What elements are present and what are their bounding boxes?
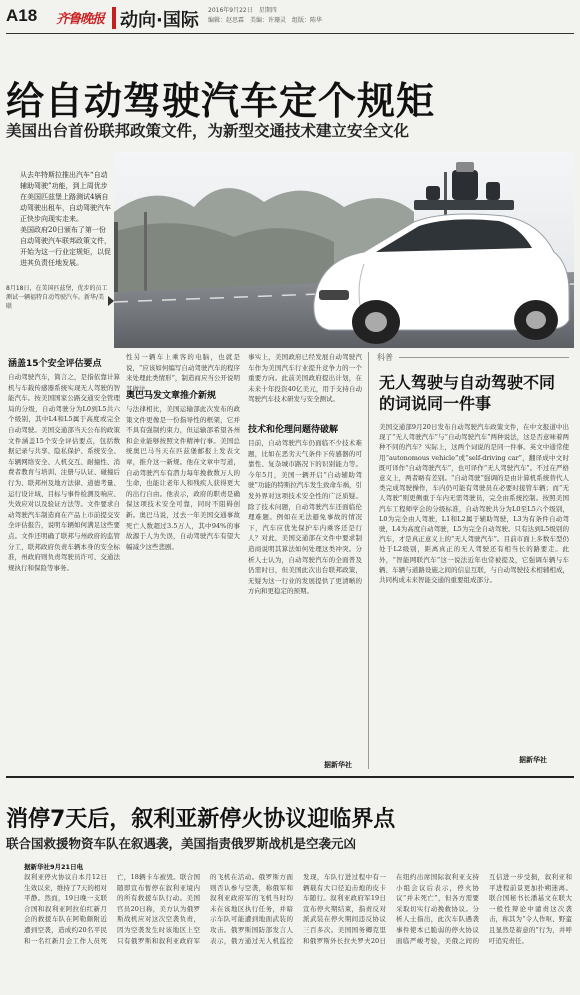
main-subheadline: 美国出台首份联邦政策文件，为新型交通技术建立安全文化	[6, 122, 410, 140]
edition-editors: 编辑：赵思霖 美编：许珊灵 组版：陈华	[208, 17, 323, 24]
kepu-sidebar	[368, 352, 572, 769]
lead-paragraph	[20, 170, 112, 269]
kepu-tag: 科普	[377, 353, 393, 362]
col3-subheading: 技术和伦理问题待破解	[248, 425, 339, 435]
page-number: A18	[6, 6, 38, 25]
main-headline: 给自动驾驶汽车定个规矩	[6, 79, 436, 123]
photo-caption: 8月18日，在美国匹兹堡，优步的员工测试一辆福特自动驾驶汽车。新华/美联	[6, 285, 108, 310]
self-driving-car-photo	[114, 152, 574, 348]
story1-credit: 据新华社	[324, 761, 352, 769]
col3-body-a: 事实上，美国政府已经发展自动驾驶汽车作为美国汽车行业提升竞争力的一个重要方向。此前美国政府提出计划，在未来十年投资40亿美元，用于支持自动驾驶汽车技术研发与安全测试。	[248, 353, 362, 404]
edition-meta	[208, 6, 322, 26]
lead-paragraph-2: 美国政府20日颁布了第一份自动驾驶汽车联邦政策文件，开始为这一行业定规矩，以促进其负责任地发展。	[20, 226, 111, 267]
kepu-title: 无人驾驶与自动驾驶不同的词说同一件事	[379, 373, 556, 413]
col2-subheading: 奥巴马发文章推介新规	[126, 391, 217, 401]
page-header	[6, 4, 574, 34]
caption-pointer-icon	[108, 296, 114, 306]
section-marker	[112, 7, 116, 29]
car-illustration	[114, 152, 574, 348]
col2-body-a: 性另一辆车上乘客的电脑，也就是说，“应该如何编写自动驾驶汽车的程序来处理此类情形”，制造商应当公开说明其做法。	[126, 353, 240, 393]
kepu-credit: 据新华社	[519, 756, 547, 764]
story2-body: 叙利亚停火协议自本月12日生效以来，维持了7天的相对平静。然而，19日晚一支联合国和叙利亚阿拉伯红新月会的救援车队在阿勒颇附近遭到空袭，造成约20名平民和一名红新月会工作人员死亡，18辆卡车被毁。联合国随即宣布暂停在叙利亚境内的所有救援车队行动。美国官员20日称，美方认为俄罗斯战机应对这次空袭负责，因为空袭发生时该地区上空只有俄罗斯和叙利亚政府军的飞机在活动。俄罗斯方面则否认参与空袭，称俄军和叙利亚政府军的飞机当时均未在该地区执行任务，并暗示车队可能遭到地面武装的攻击。俄罗斯国防部发言人表示，俄方通过无人机监控发现，车队行进过程中有一辆载有大口径迫击炮的皮卡车随行。叙利亚政府军19日宣布停火期结束，指责反对派武装在停火期间违反协议三百多次。美国国务卿克里和俄罗斯外长拉夫罗夫20日在纽约出席国际叙利亚支持小组会议后表示，停火协议“并未死亡”，但各方需要采取切实行动挽救协议。分析人士指出，此次车队遇袭事件使本已脆弱的停火协议面临严峻考验，美俄之间的互信进一步受损，叙利亚和平进程前景更加扑朔迷离。联合国秘书长潘基文在联大一般性辩论中谴责这次袭击，称其为“令人作呕、野蛮且显然是蓄意的”行为，并呼吁追究责任。	[24, 873, 572, 945]
kepu-body: 美国交通部9月20日发布自动驾驶汽车政策文件，在中文报道中出现了“无人驾驶汽车”与“自动驾驶汽车”两种说法，这是否意味着两种不同的汽车？实际上，这两个词说的是同一件事。英文中通常使用“autonomous vehicle”或“self-driving car”，翻译成中文时既可译作“自动驾驶汽车”，也可译作“无人驾驶汽车”。不过在严格意义上，两者略有差别。“自动驾驶”强调的是由计算机系统替代人类完成驾驶操作，车内仍可能有驾驶员在必要时接管车辆；而“无人驾驶”则更侧重于车内无需驾驶员，完全由系统控制。按照美国汽车工程师学会的分级标准，自动驾驶共分为L0至L5六个级别，L0为完全由人驾驶，L1和L2属于辅助驾驶，L3为有条件自动驾驶，L4为高度自动驾驶，L5为完全自动驾驶。只有达到L5级别的汽车，才是真正意义上的“无人驾驶汽车”。目前市面上多数车型仍处于L2级别，距离真正的无人驾驶还有相当长的路要走。此外，“智能网联汽车”这一说法近年也常被提及，它强调车辆与车辆、车辆与道路设施之间的信息互联，与自动驾驶技术相辅相成，共同构成未来智能交通的重要组成部分。	[379, 423, 569, 585]
lead-paragraph-1: 从去年特斯拉推出汽车“自动辅助驾驶”功能，到上周优步在美国匹兹堡上路测试4辆自动驾驶出租车，自动驾驶汽车正快步向现实走来。	[20, 171, 111, 223]
kepu-rule	[399, 357, 569, 358]
newspaper-logo: 齐鲁晚报	[56, 12, 105, 27]
col1-subheading: 涵盖15个安全评估要点	[8, 359, 102, 369]
story2-dateline: 据新华社9月21日电	[24, 863, 84, 871]
col2-body-b: 与法律相比，美国运输部此次发布的政策文件更像是一份指导性的框架，它并不具有强制约束力，但运输部希望各州和企业能够按照文件精神行事。美国总统奥巴马当天在匹兹堡邮报上发表文章，推介这一新规。他在文章中写道，自动驾驶汽车有潜力每年挽救数万人的生命，也能让老年人和残疾人获得更大的出行自由。他表示，政府的职责是确保这项技术安全可靠，同时不阻碍创新。奥巴马说，过去一年美国交通事故死亡人数超过3.5万人，其中94%的事故源于人为失误，自动驾驶汽车有望大幅减少这些悲剧。	[126, 405, 240, 551]
second-subheadline: 联合国救援物资车队在叙遇袭，美国指责俄罗斯战机是空袭元凶	[6, 836, 357, 851]
edition-date: 2016年9月22日 星期四	[208, 7, 277, 14]
second-headline: 消停7天后，叙利亚新停火协议迎临界点	[6, 807, 396, 832]
section-title: 动向·国际	[120, 10, 199, 31]
story-divider	[6, 776, 574, 778]
col1-body: 自动驾驶汽车，简言之，是指依靠计算机与车载传感器系统实现无人驾驶的智能汽车。按美国国家公路交通安全管理局的分级，自动驾驶分为L0到L5共六个级别，其中L4和L5属于高度或完全自动驾驶。美国交通部当天公布的政策文件涵盖15个安全评估要点，包括数据记录与共享、隐私保护、系统安全、车辆网络安全、人机交互、耐撞性、消费者教育与培训、注册与认证、碰撞后行为、联邦州及地方法律、道德考量、运行设计域、目标与事件检测及响应、失效应对以及验证方法等。文件要求自动驾驶汽车制造商在产品上市前提交安全评估报告，说明车辆如何满足这些要点。文件还明确了联邦与州政府的监管分工，联邦政府负责车辆本身的安全标准，州政府则负责驾驶员许可、交通法规执行和保险等事务。	[8, 373, 120, 572]
col3-body-b: 目前，自动驾驶汽车仍面临不少技术难题，比如在恶劣天气条件下传感器的可靠性、复杂城市路况下的识别能力等。今年5月，美国一辆开启“自动辅助驾驶”功能的特斯拉汽车发生致命车祸，引发外界对这项技术安全性的广泛质疑。除了技术问题，自动驾驶汽车还面临伦理难题。例如在无法避免事故的情况下，汽车应优先保护车内乘客还是行人？对此，美国交通部在文件中要求制造商说明其算法如何处理这类冲突。分析人士认为，自动驾驶汽车的全面普及仍需时日，但美国此次出台联邦政策，无疑为这一行业的发展提供了更清晰的方向和更稳定的预期。	[248, 439, 362, 596]
